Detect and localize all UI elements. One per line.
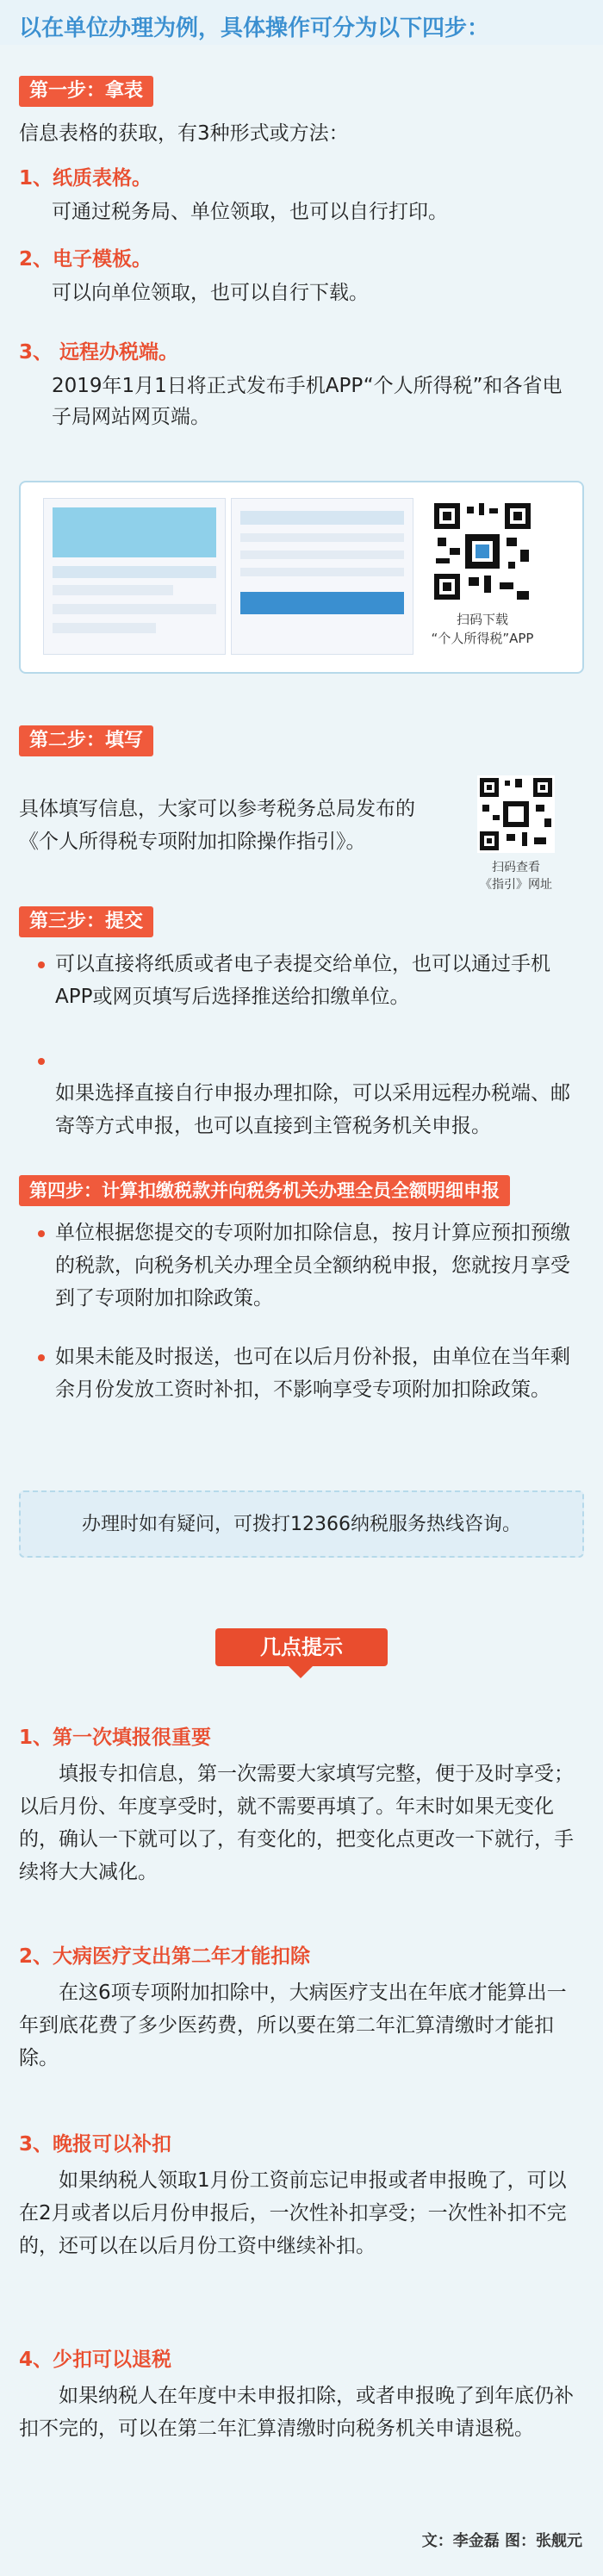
qr-code-icon <box>477 775 555 853</box>
scan-caption-line1: 扫码下载 <box>456 612 508 627</box>
step1-item2-body: 可以向单位领取，也可以自行下载。 <box>52 282 369 304</box>
app-screenshot-right <box>231 498 413 655</box>
page-title: 以在单位办理为例，具体操作可分为以下四步： <box>19 16 490 41</box>
tip4-body: 如果纳税人在年度中未申报扣除，或者申报晚了到年底仍补扣不完的，可以在第二年汇算清缴时向税务机关申请退税。 <box>19 2385 574 2440</box>
bullet-dot <box>38 1058 45 1065</box>
tip3-body: 如果纳税人领取1月份工资前忘记申报或者申报晚了，可以在2月或者以后月份申报后，一次性补扣享受；一次性补扣不完的，还可以在以后月份工资中继续补扣。 <box>19 2169 567 2257</box>
hotline-notice <box>19 1490 584 1558</box>
tip1-title: 1、第一次填报很重要 <box>19 1727 212 1749</box>
step4-bullet2: 如果未能及时报送，也可在以后月份补报，由单位在当年剩余月份发放工资时补扣，不影响享受专项附加扣除政策。 <box>55 1346 570 1401</box>
step1-item3-title: 3、 远程办税端。 <box>19 341 179 364</box>
tip2-title: 2、大病医疗支出第二年才能扣除 <box>19 1945 311 1968</box>
step3-bullet1: 可以直接将纸质或者电子表提交给单位，也可以通过手机APP或网页填写后选择推送给扣缴单位。 <box>55 953 550 1008</box>
guide-qr-caption-line1: 扫码查看 <box>492 861 540 874</box>
step4-bullet1: 单位根据您提交的专项附加扣除信息，按月计算应预扣预缴的税款，向税务机关办理全员全额纳税申报，您就按月享受到了专项附加扣除政策。 <box>55 1222 570 1310</box>
step1-intro: 信息表格的获取，有3种形式或方法： <box>19 122 349 145</box>
credits: 文：李金磊 图：张舰元 <box>421 2532 582 2550</box>
header-bar <box>0 0 603 45</box>
hotline-notice-text: 办理时如有疑问，可拨打12366纳税服务热线咨询。 <box>82 1514 521 1535</box>
bullet-dot <box>38 1354 45 1361</box>
step2-tag: 第二步：填写 <box>19 725 153 756</box>
step1-item1-title: 1、纸质表格。 <box>19 167 152 190</box>
step1-item1-body: 可通过税务局、单位领取，也可以自行打印。 <box>52 201 448 223</box>
step1-item2-title: 2、电子模板。 <box>19 248 152 271</box>
tips-title: 几点提示 <box>215 1628 388 1666</box>
app-screenshot-left <box>43 498 226 655</box>
tips-arrow-icon <box>289 1666 313 1678</box>
step1-tag: 第一步：拿表 <box>19 76 153 107</box>
guide-qr-code[interactable] <box>477 775 555 853</box>
tip2-body: 在这6项专项附加扣除中，大病医疗支出在年底才能算出一年到底花费了多少医药费，所以要在第二年汇算清缴时才能扣除。 <box>19 1982 567 2069</box>
step4-tag: 第四步：计算扣缴税款并向税务机关办理全员全额明细申报 <box>19 1175 510 1206</box>
step3-tag: 第三步：提交 <box>19 906 153 937</box>
step1-item3-body: 2019年1月1日将正式发布手机APP“个人所得税”和各省电子局网站网页端。 <box>52 375 563 428</box>
bullet-dot <box>38 1230 45 1237</box>
step2-body: 具体填写信息，大家可以参考税务总局发布的《个人所得税专项附加扣除操作指引》。 <box>19 798 415 853</box>
step3-bullet2: 如果选择直接自行申报办理扣除，可以采用远程办税端、邮寄等方式申报，也可以直接到主管税务机关申报。 <box>55 1082 570 1137</box>
guide-qr-caption-line2: 《指引》网址 <box>480 878 552 892</box>
tip3-title: 3、晚报可以补扣 <box>19 2133 172 2156</box>
tip4-title: 4、少扣可以退税 <box>19 2349 172 2371</box>
tip1-body: 填报专扣信息，第一次需要大家填写完整，便于及时享受；以后月份、年度享受时，就不需要再填了。年末时如果无变化的，确认一下就可以了，有变化的，把变化点更改一下就行，手续将大大减化。 <box>19 1763 574 1883</box>
qr-code-icon <box>431 500 534 603</box>
app-preview-card <box>19 481 584 674</box>
bullet-dot <box>38 961 45 968</box>
download-qr-code[interactable] <box>431 500 534 603</box>
scan-caption-line2: “个人所得税”APP <box>431 631 534 646</box>
